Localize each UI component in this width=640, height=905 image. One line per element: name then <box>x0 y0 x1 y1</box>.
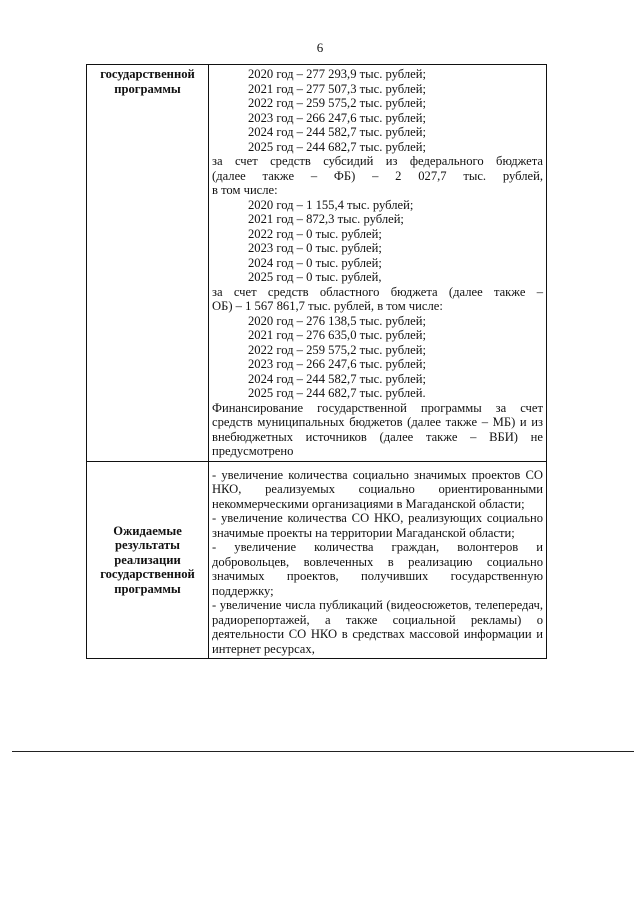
financing-content <box>209 65 547 462</box>
year-line: 2023 год – 266 247,6 тыс. рублей; <box>248 110 426 125</box>
year-line-fb: 2024 год – 0 тыс. рублей; <box>248 255 382 270</box>
fb-intro-line: в том числе: <box>212 183 278 197</box>
result-item: - увеличение количества граждан, волонтеров и добровольцев, вовлеченных в реализацию социально значимых проектов, получивших государственную поддержку; <box>212 540 543 598</box>
year-line: 2022 год – 259 575,2 тыс. рублей; <box>248 96 426 110</box>
result-item: - увеличение числа публикаций (видеосюжетов, телепередач, радиорепортажей, а также социальной рекламы) о деятельности СО НКО в средствах массовой информации и интернет ресурсах, <box>212 598 543 656</box>
financing-closing-paragraph: Финансирование государственной программы за счет средств муниципальных бюджетов (далее также – МБ) и из внебюджетных источников (далее также – ВБИ) не предусмотрено <box>212 400 543 458</box>
result-item: - увеличение количества социально значимых проектов СО НКО, реализуемых социально ориентированными некоммерческими организациями в Магаданской области; <box>212 467 543 511</box>
results-content <box>209 461 547 659</box>
footer-divider <box>12 751 634 752</box>
year-line-fb: 2023 год – 0 тыс. рублей; <box>248 241 382 255</box>
year-line-fb: 2021 год – 872,3 тыс. рублей; <box>248 212 404 226</box>
year-line-ob: 2024 год – 244 582,7 тыс. рублей; <box>248 371 426 386</box>
result-item: - увеличение количества СО НКО, реализующих социально значимые проекты на территории Магаданской области; <box>212 511 543 540</box>
row-label-financing: государственной программы <box>87 65 209 462</box>
year-line: 2025 год – 244 682,7 тыс. рублей; <box>248 139 426 154</box>
year-line-ob: 2020 год – 276 138,5 тыс. рублей; <box>248 313 426 328</box>
ob-intro-line: ОБ) – 1 567 861,7 тыс. рублей, в том числе: <box>212 299 443 313</box>
table-row-results <box>87 461 547 659</box>
year-line-ob: 2022 год – 259 575,2 тыс. рублей; <box>248 342 426 357</box>
year-line-ob: 2025 год – 244 682,7 тыс. рублей. <box>248 386 426 400</box>
year-line-ob: 2021 год – 276 635,0 тыс. рублей; <box>248 328 426 342</box>
row-label-results: Ожидаемые результаты реализации государственной программы <box>87 461 209 659</box>
fb-intro-line: (далее также – ФБ) – 2 027,7 тыс. рублей, <box>212 168 543 183</box>
program-passport-table <box>86 64 547 659</box>
page-number: 6 <box>316 40 324 55</box>
ob-intro-line: за счет средств областного бюджета (далее также – <box>212 284 543 299</box>
year-line-fb: 2022 год – 0 тыс. рублей; <box>248 226 382 241</box>
year-line: 2021 год – 277 507,3 тыс. рублей; <box>248 81 426 96</box>
year-line-fb: 2020 год – 1 155,4 тыс. рублей; <box>248 197 414 212</box>
fb-intro-line: за счет средств субсидий из федерального бюджета <box>212 154 543 168</box>
year-line-ob: 2023 год – 266 247,6 тыс. рублей; <box>248 357 426 371</box>
year-line-fb: 2025 год – 0 тыс. рублей, <box>248 270 382 284</box>
year-line: 2020 год – 277 293,9 тыс. рублей; <box>248 67 426 81</box>
year-line: 2024 год – 244 582,7 тыс. рублей; <box>248 125 426 139</box>
table-row-financing <box>87 65 547 462</box>
